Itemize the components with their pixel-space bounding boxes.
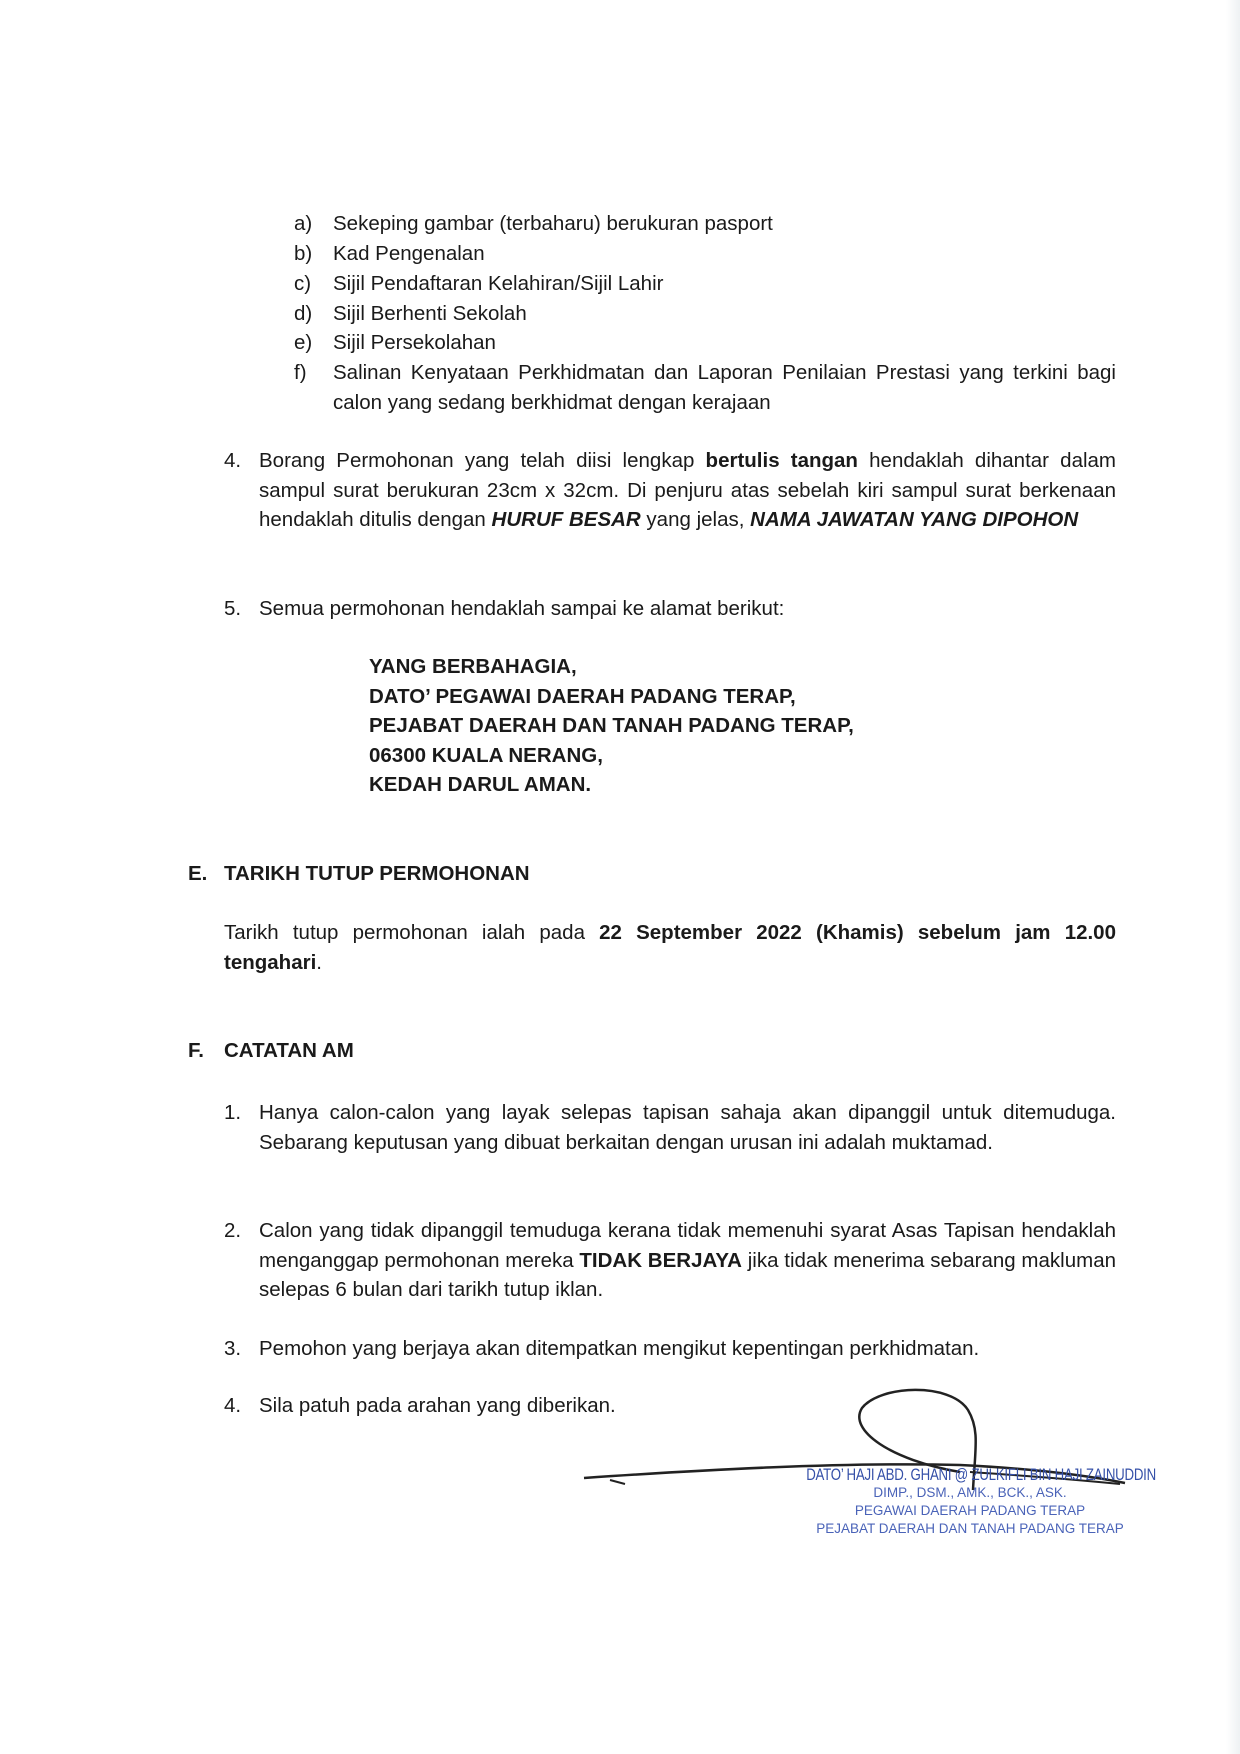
item-label: f) (294, 361, 307, 384)
item-number: 5. (224, 597, 242, 620)
item-label: c) (294, 272, 312, 295)
item-label: d) (294, 302, 313, 325)
section-title: CATATAN AM (224, 1039, 354, 1062)
list-item (294, 269, 1116, 299)
item-text: Semua permohonan hendaklah sampai ke alamat berikut: (259, 597, 785, 620)
item-text: Pemohon yang berjaya akan ditempatkan mengikut kepentingan perkhidmatan. (259, 1337, 980, 1360)
address-line: DATO’ PEGAWAI DAERAH PADANG TERAP, (369, 684, 796, 708)
item-number: 1. (224, 1101, 242, 1124)
item-label: a) (294, 212, 313, 235)
item-label: b) (294, 242, 313, 265)
list-item (294, 299, 1116, 328)
text-run: Calon yang tidak dipanggil temuduga kerana tidak memenuhi syarat Asas Tapisan hendaklah menganggap permohonan mereka (259, 1219, 1116, 1272)
item-text: Hanya calon-calon yang layak selepas tapisan sahaja akan dipanggil untuk ditemuduga. Sebarang keputusan yang dibuat berkaitan dengan urusan ini adalah muktamad. (259, 1101, 1116, 1154)
address-line: PEJABAT DAERAH DAN TANAH PADANG TERAP, (369, 714, 854, 738)
note-2 (224, 1216, 1116, 1305)
item-text: Sijil Persekolahan (333, 331, 496, 354)
bold-italic-run: NAMA JAWATAN YANG DIPOHON (750, 508, 1079, 532)
item-text: Sijil Pendaftaran Kelahiran/Sijil Lahir (333, 272, 664, 295)
bold-run: bertulis tangan (705, 449, 858, 472)
item-text: Kad Pengenalan (333, 242, 485, 265)
note-1 (224, 1098, 1116, 1157)
official-stamp (760, 1466, 1180, 1538)
scan-edge (1226, 0, 1240, 1754)
item-text (259, 1216, 1116, 1305)
item-5 (224, 594, 1116, 624)
stamp-office: PEJABAT DAERAH DAN TANAH PADANG TERAP (816, 1521, 1124, 1536)
text-run: jika tidak menerima sebarang makluman selepas 6 bulan dari tarikh tutup iklan. (259, 1248, 1116, 1302)
item-4 (224, 446, 1116, 535)
item-number: 2. (224, 1219, 242, 1242)
bold-run: TIDAK BERJAYA (579, 1248, 742, 1272)
list-item (294, 209, 1116, 239)
item-text: Salinan Kenyataan Perkhidmatan dan Laporan Penilaian Prestasi yang terkini bagi calon yang sedang berkhidmat dengan kerajaan (333, 361, 1116, 414)
item-label: e) (294, 331, 313, 354)
item-text: Sijil Berhenti Sekolah (333, 302, 527, 325)
address-line: YANG BERBAHAGIA, (369, 655, 577, 678)
section-title: TARIKH TUTUP PERMOHONAN (224, 862, 530, 885)
item-number: 3. (224, 1337, 242, 1360)
section-letter: F. (188, 1039, 204, 1062)
address-line: 06300 KUALA NERANG, (369, 743, 603, 767)
list-item (294, 358, 1116, 417)
stamp-honours: DIMP., DSM., AMK., BCK., ASK. (873, 1485, 1067, 1500)
text-run: hendaklah dihantar dalam sampul surat berukuran 23cm x 32cm. Di penjuru atas sebelah kiri sampul surat berkenaan hendaklah ditulis dengan (259, 449, 1117, 532)
item-text: Sekeping gambar (terbaharu) berukuran pasport (333, 212, 773, 235)
item-number: 4. (224, 449, 242, 472)
text-run: Borang Permohonan yang telah diisi lengkap (259, 449, 706, 472)
text-run: yang jelas, (640, 508, 751, 532)
section-e-body (224, 918, 1116, 977)
item-text (259, 446, 1116, 535)
item-number: 4. (224, 1394, 242, 1417)
text-run: Tarikh tutup permohonan ialah pada (224, 921, 600, 944)
item-text: Sila patuh pada arahan yang diberikan. (259, 1394, 616, 1417)
section-f-heading (188, 1036, 354, 1066)
stamp-title: PEGAWAI DAERAH PADANG TERAP (854, 1503, 1086, 1518)
list-item (294, 328, 1116, 358)
section-letter: E. (188, 862, 208, 885)
section-e-heading (188, 859, 530, 889)
note-3 (224, 1334, 1116, 1364)
closing-date: 22 September 2022 (Khamis) sebelum jam 12.00 tengahari (224, 921, 1116, 974)
bold-italic-run: HURUF BESAR (491, 508, 641, 532)
address-block (369, 652, 854, 800)
documents-list (294, 209, 1116, 417)
list-item (294, 239, 1116, 269)
address-line: KEDAH DARUL AMAN. (369, 773, 592, 797)
text-run: . (316, 950, 322, 974)
stamp-name: DATO’ HAJI ABD. GHANI @ ZULKIFLI BIN HAJI ZAINUDDIN (806, 1465, 1156, 1484)
